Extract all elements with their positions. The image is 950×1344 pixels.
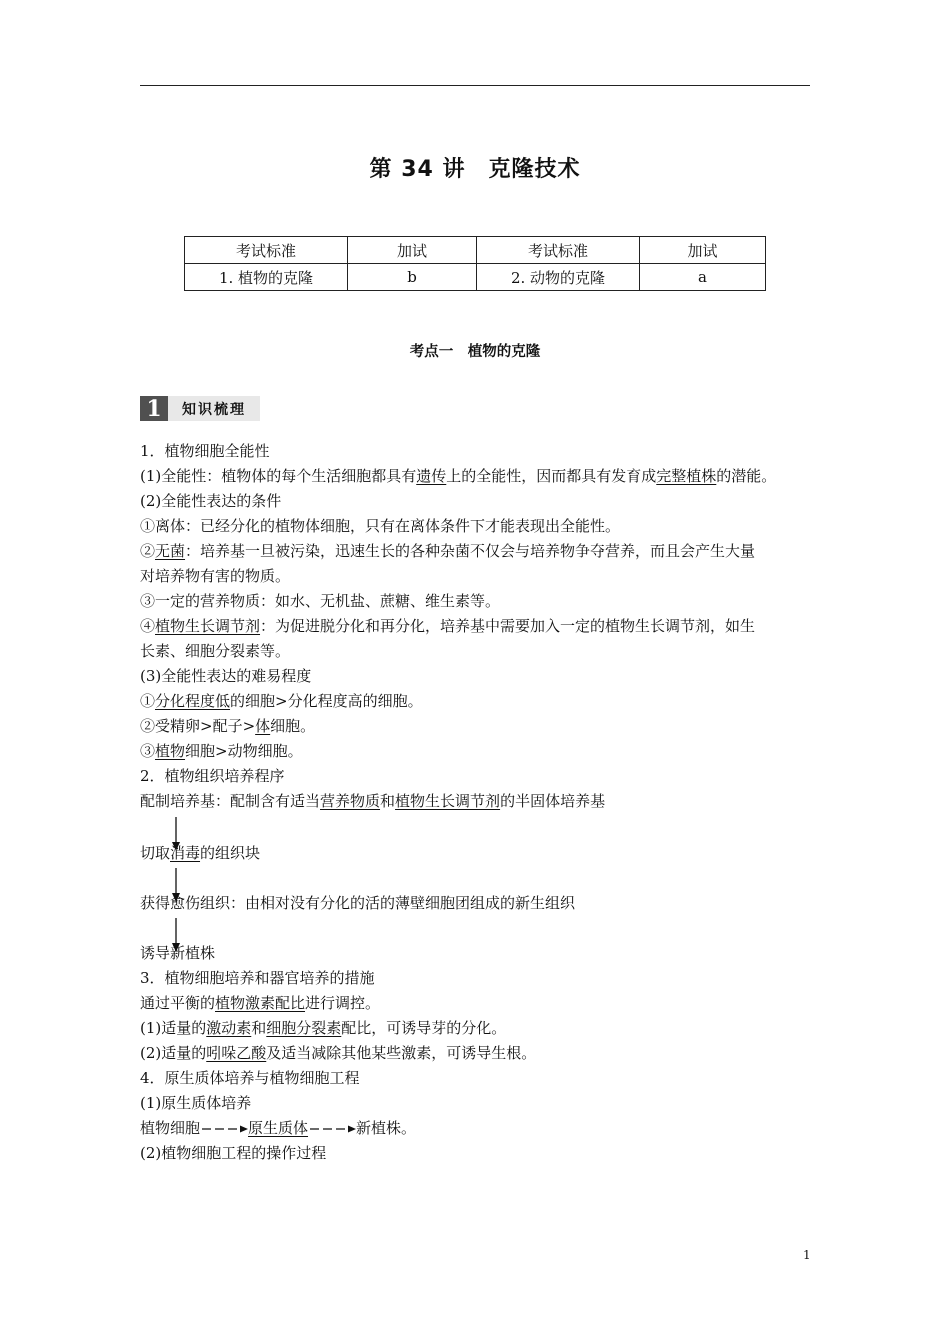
table-row bbox=[185, 264, 766, 291]
knowledge-badge bbox=[140, 396, 260, 421]
blank-answer: 原生质体 bbox=[248, 1119, 309, 1137]
process-step: 诱导新植株 bbox=[140, 944, 216, 962]
process-step: 切取消毒的组织块 bbox=[140, 844, 261, 862]
text-line: (3)全能性表达的难易程度 bbox=[140, 667, 312, 685]
blank-answer: 消毒 bbox=[170, 844, 201, 862]
process-step: 获得愈伤组织：由相对没有分化的活的薄壁细胞团组成的新生组织 bbox=[140, 894, 576, 912]
header-rule bbox=[140, 85, 810, 86]
text-line: ①分化程度低的细胞>分化程度高的细胞。 bbox=[140, 692, 423, 710]
blank-answer: 植物生长调节剂 bbox=[155, 617, 261, 635]
dashed-arrow-icon bbox=[308, 1124, 356, 1134]
text-line: ③一定的营养物质：如水、无机盐、蔗糖、维生素等。 bbox=[140, 592, 501, 610]
text-line: ②无菌：培养基一旦被污染，迅速生长的各种杂菌不仅会与培养物争夺营养，而且会产生大量 bbox=[140, 542, 756, 560]
process-step: 配制培养基：配制含有适当营养物质和植物生长调节剂的半固体培养基 bbox=[140, 792, 606, 810]
blank-answer: 遗传 bbox=[416, 467, 447, 485]
exam-standards-table bbox=[184, 236, 766, 291]
heading-3: 3．植物细胞培养和器官培养的措施 bbox=[140, 969, 375, 987]
blank-answer: 植物 bbox=[155, 742, 186, 760]
text-line: 长素、细胞分裂素等。 bbox=[140, 642, 291, 660]
heading-4: 4．原生质体培养与植物细胞工程 bbox=[140, 1069, 360, 1087]
blank-answer: 无菌 bbox=[155, 542, 186, 560]
blank-answer: 激动素 bbox=[206, 1019, 252, 1037]
table-header-cell: 加试 bbox=[640, 237, 766, 264]
table-header-row bbox=[185, 237, 766, 264]
blank-answer: 分化程度低 bbox=[155, 692, 231, 710]
text-line: (1)原生质体培养 bbox=[140, 1094, 252, 1112]
text-line: (1)全能性：植物体的每个生活细胞都具有遗传上的全能性，因而都具有发育成完整植株的潜能。 bbox=[140, 467, 777, 485]
blank-answer: 吲哚乙酸 bbox=[206, 1044, 267, 1062]
text-line: 植物细胞 原生质体 新植株。 bbox=[140, 1119, 417, 1137]
section-heading: 考点一 植物的克隆 bbox=[409, 344, 541, 360]
dashed-arrow-icon bbox=[200, 1124, 248, 1134]
table-cell: a bbox=[640, 264, 766, 291]
table-header-cell: 加试 bbox=[348, 237, 477, 264]
badge-label: 知识梳理 bbox=[168, 396, 260, 421]
heading-2: 2．植物组织培养程序 bbox=[140, 767, 285, 785]
blank-answer: 完整植株 bbox=[656, 467, 717, 485]
text-line: (2)全能性表达的条件 bbox=[140, 492, 282, 510]
blank-answer: 体 bbox=[255, 717, 271, 735]
blank-answer: 细胞分裂素 bbox=[266, 1019, 342, 1037]
heading-1: 1．植物细胞全能性 bbox=[140, 442, 270, 460]
text-line: (1)适量的激动素和细胞分裂素配比，可诱导芽的分化。 bbox=[140, 1019, 507, 1037]
table-cell: 1. 植物的克隆 bbox=[185, 264, 348, 291]
table-cell: 2. 动物的克隆 bbox=[477, 264, 640, 291]
badge-number: 1 bbox=[140, 396, 168, 421]
text-line: ②受精卵>配子>体细胞。 bbox=[140, 717, 316, 735]
table-header-cell: 考试标准 bbox=[477, 237, 640, 264]
text-line: 通过平衡的植物激素配比进行调控。 bbox=[140, 994, 381, 1012]
text-line: ③植物细胞>动物细胞。 bbox=[140, 742, 303, 760]
page-number: 1 bbox=[803, 1248, 811, 1262]
blank-answer: 植物生长调节剂 bbox=[395, 792, 501, 810]
table-cell: b bbox=[348, 264, 477, 291]
text-line: 对培养物有害的物质。 bbox=[140, 567, 291, 585]
text-line: (2)植物细胞工程的操作过程 bbox=[140, 1144, 327, 1162]
blank-answer: 营养物质 bbox=[320, 792, 381, 810]
text-line: ④植物生长调节剂：为促进脱分化和再分化，培养基中需要加入一定的植物生长调节剂，如生 bbox=[140, 617, 756, 635]
lesson-title: 第 34 讲 克隆技术 bbox=[369, 157, 581, 182]
blank-answer: 植物激素配比 bbox=[215, 994, 306, 1012]
table-header-cell: 考试标准 bbox=[185, 237, 348, 264]
text-line: ①离体：已经分化的植物体细胞，只有在离体条件下才能表现出全能性。 bbox=[140, 517, 621, 535]
text-line: (2)适量的吲哚乙酸及适当减除其他某些激素，可诱导生根。 bbox=[140, 1044, 537, 1062]
